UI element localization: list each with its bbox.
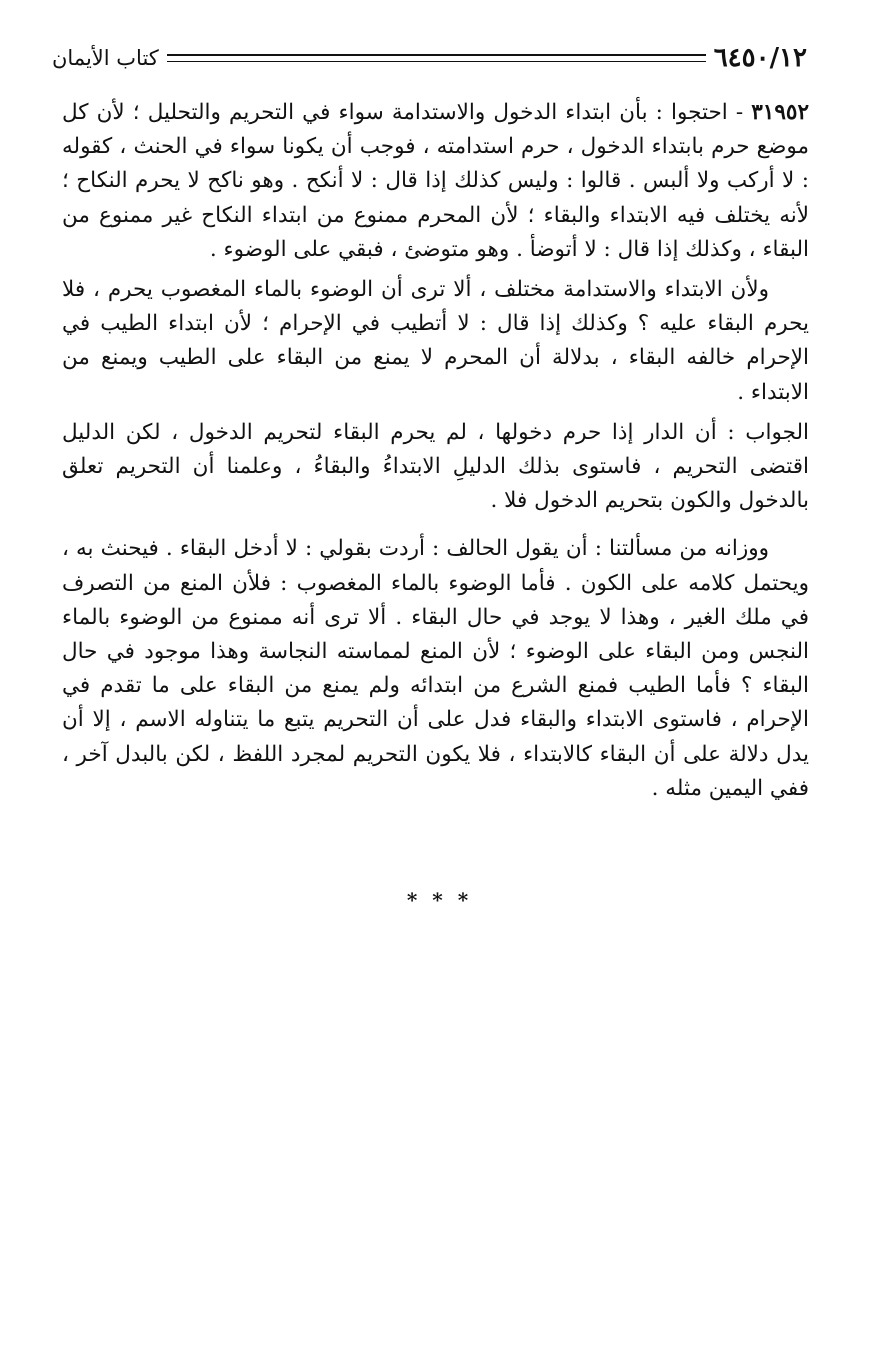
- header-rule: [167, 54, 706, 62]
- paragraph-3: [62, 416, 809, 519]
- book-title: كتاب الأيمان: [52, 45, 159, 70]
- paragraph-text: - احتجوا : بأن ابتداء الدخول والاستدامة سواء في التحريم والتحليل ؛ لأن كل موضع حرم بابتداء الدخول ، حرم استدامته ، فوجب أن يكونا سواء في الحنث ، كقوله : لا أركب ولا ألبس . قالوا : وليس كذلك إذا قال : لا أنكح . وهو ناكح لا يحرم النكاح ؛ لأنه يختلف فيه الابتداء والبقاء ؛ لأن المحرم ممنوع من ابتداء النكاح غير ممنوع من البقاء ، وكذلك إذا قال : لا أتوضأ . وهو متوضئ ، فبقي على الوضوء .: [62, 100, 809, 262]
- paragraph-4: [62, 532, 809, 806]
- paragraph-text: ووزانه من مسألتنا : أن يقول الحالف : أردت بقولي : لا أدخل البقاء . فيحنث به ، ويحتمل كلامه على الكون . فأما الوضوء بالماء المغصوب : فلأن المنع من التصرف في ملك الغير ، وهذا لا يوجد في حال البقاء . ألا ترى أنه ممنوع من الوضوء بالماء النجس ومن البقاء على الوضوء ؛ لأن المنع لمماسته النجاسة وهذا موجود في حال البقاء ؟ فأما الطيب فمنع الشرع من ابتدائه ولم يمنع من البقاء على ما تقدم في الإحرام ، فاستوى الابتداء والبقاء فدل على أن التحريم يتبع ما يتناوله الاسم ، إلا أن يدل دلالة على أن البقاء كالابتداء ، فلا يكون التحريم لمجرد اللفظ ، لكن بالبدل آخر ، ففي اليمين مثله .: [62, 536, 809, 801]
- page-body: [62, 96, 809, 806]
- paragraph-1: [62, 96, 809, 267]
- paragraph-2: [62, 273, 809, 410]
- issue-number: ٣١٩٥٢: [751, 100, 809, 125]
- section-separator: * * *: [406, 888, 473, 912]
- paragraph-text: الجواب : أن الدار إذا حرم دخولها ، لم يحرم البقاء لتحريم الدخول ، لكن الدليل اقتضى التحريم ، فاستوى بذلك الدليلِ الابتداءُ والبقاءُ ، وعلمنا أن التحريم تعلق بالدخول والكون بتحريم الدخول فلا .: [62, 419, 809, 514]
- paragraph-text: ولأن الابتداء والاستدامة مختلف ، ألا ترى أن الوضوء بالماء المغصوب يحرم ، فلا يحرم البقاء عليه ؟ وكذلك إذا قال : لا أتطيب في الإحرام ؛ لأن ابتداء الطيب في الإحرام خالفه البقاء ، بدلالة أن المحرم لا يمنع من البقاء على الطيب ويمنع من الابتداء .: [62, 277, 809, 405]
- page-header: [52, 38, 807, 78]
- page-number: ٦٤٥٠/١٢: [713, 43, 807, 73]
